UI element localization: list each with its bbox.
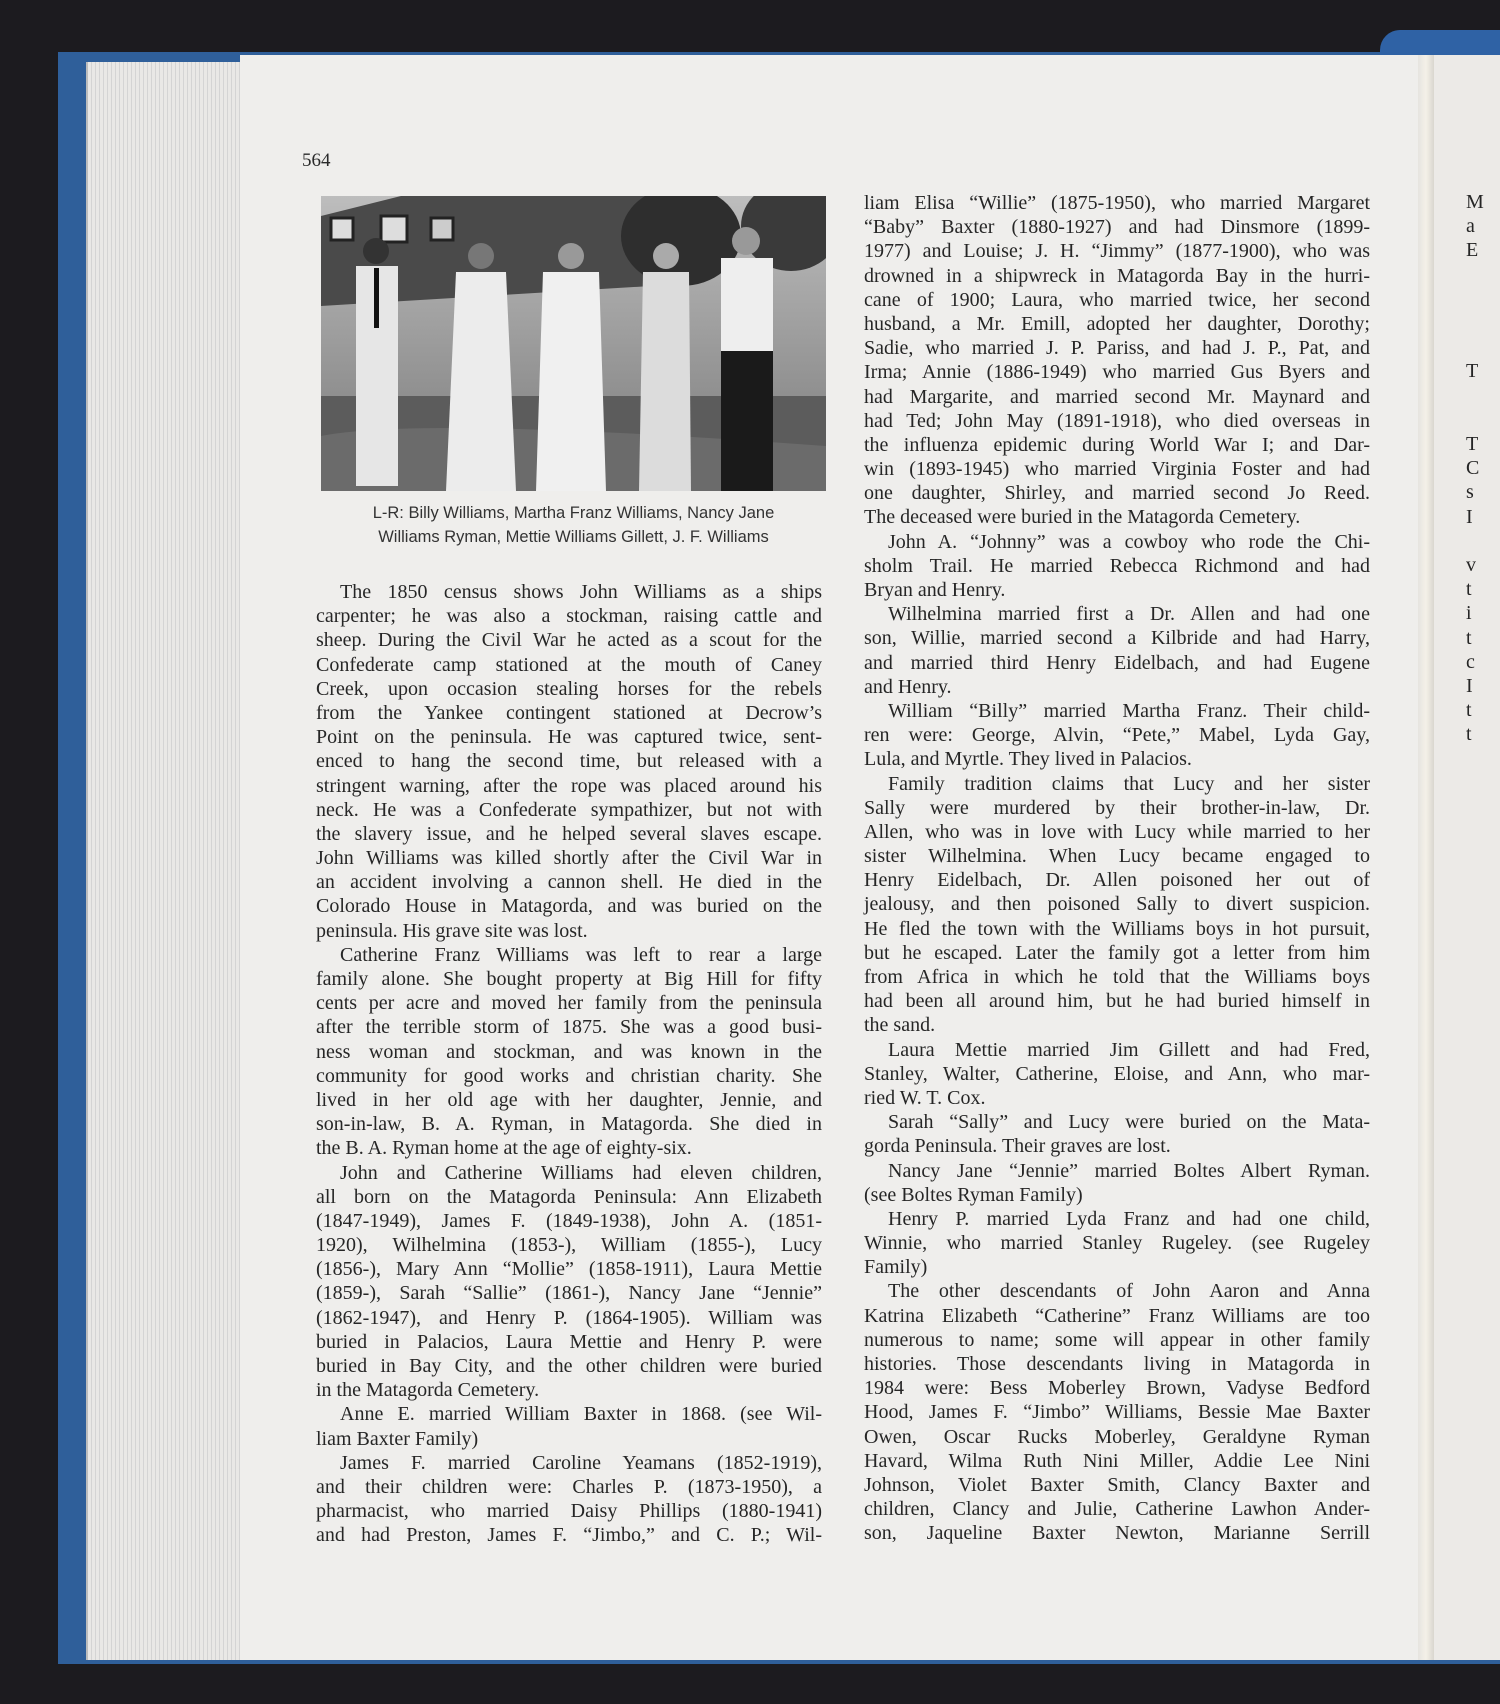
next-page-text-fragment: I (1466, 675, 1473, 697)
text-line: Sadie, who married J. P. Pariss, and had J. P., Pat, and (864, 337, 1370, 360)
text-line: community for good works and christian charity. She (316, 1064, 822, 1087)
text-line: the B. A. Ryman home at the age of eighty-six. (316, 1137, 692, 1160)
text-line: sheep. During the Civil War he acted as a scout for the (316, 629, 822, 652)
text-line: He fled the town with the Williams boys in hot pursuit, (864, 917, 1370, 940)
text-line: sister Wilhelmina. When Lucy became engaged to (864, 845, 1370, 868)
text-line: Henry P. married Lyda Franz and had one child, (888, 1207, 1370, 1230)
text-line: Creek, upon occasion stealing horses for the rebels (316, 677, 822, 700)
text-line: histories. Those descendants living in Matagorda in (864, 1353, 1370, 1375)
text-line: in the Matagorda Cemetery. (316, 1379, 540, 1402)
text-line: Allen, who was in love with Lucy while married to her (864, 820, 1370, 843)
text-line: from the Yankee contingent stationed at Decrow’s (316, 701, 822, 724)
text-line: Wilhelmina married first a Dr. Allen and had one (888, 603, 1370, 626)
paragraph (316, 943, 822, 1161)
text-line: Owen, Oscar Rucks Moberley, Geraldyne Ryman (864, 1425, 1370, 1448)
text-line: Stanley, Walter, Catherine, Eloise, and Ann, who mar- (864, 1062, 1370, 1085)
text-line: enced to hang the second time, but released with a (316, 750, 822, 773)
next-page-text-fragment: T (1466, 433, 1479, 455)
text-line: had Margarite, and married second Mr. Maynard and (864, 385, 1370, 408)
paragraph (864, 772, 1370, 1038)
text-line: jealousy, and then poisoned Sally to divert suspicion. (864, 893, 1370, 916)
text-line: and had Preston, James F. “Jimbo,” and C. P.; Wil- (316, 1524, 822, 1547)
text-line: liam Baxter Family) (316, 1427, 479, 1450)
next-page-text-fragment: v (1466, 554, 1476, 576)
text-line: pharmacist, who married Daisy Phillips (1880-1941) (316, 1500, 822, 1523)
text-line: buried in Palacios, Laura Mettie and Henry P. were (316, 1330, 822, 1353)
text-line: the sand. (864, 1014, 936, 1037)
text-line: Point on the peninsula. He was captured twice, sent- (316, 726, 822, 749)
text-line: cane of 1900; Laura, who married twice, her second (864, 288, 1370, 311)
text-line: family alone. She bought property at Big Hill for fifty (316, 968, 822, 990)
photo-caption (321, 501, 826, 549)
text-line: Lula, and Myrtle. They lived in Palacios. (864, 748, 1192, 771)
text-line: Colorado House in Matagorda, and was buried on the (316, 895, 822, 918)
next-page-text-fragment: M (1466, 191, 1484, 213)
text-line: numerous to name; some will appear in other family (864, 1328, 1370, 1351)
next-page-text-fragment: t (1466, 723, 1472, 746)
book-gutter (1418, 55, 1434, 1660)
text-line: all born on the Matagorda Peninsula: Ann Elizabeth (316, 1185, 822, 1208)
text-line: stringent warning, after the rope was placed around his (316, 774, 822, 797)
text-line: from Africa in which he told that the Williams boys (864, 966, 1370, 988)
text-line: ried W. T. Cox. (864, 1086, 986, 1109)
next-page-text-fragment: t (1466, 578, 1472, 601)
text-line: husband, a Mr. Emill, adopted her daughter, Dorothy; (864, 312, 1370, 335)
text-line: John Williams was killed shortly after the Civil War in (316, 847, 822, 870)
paragraph (864, 602, 1370, 699)
text-line: The 1850 census shows John Williams as a ships (340, 581, 822, 603)
next-page-text-fragment: C (1466, 457, 1480, 480)
next-page-text-fragment: i (1466, 602, 1472, 625)
text-line: and married third Henry Eidelbach, and had Eugene (864, 651, 1370, 674)
text-line: (1856-), Mary Ann “Mollie” (1858-1911), Laura Mettie (316, 1258, 822, 1281)
next-page-text-fragment: c (1466, 650, 1475, 673)
next-page-text-fragment: E (1466, 239, 1479, 262)
text-line: (see Boltes Ryman Family) (864, 1183, 1083, 1206)
text-line: buried in Bay City, and the other children were buried (316, 1355, 822, 1377)
text-line: sholm Trail. He married Rebecca Richmond and had (864, 554, 1370, 577)
text-line: 1977) and Louise; J. H. “Jimmy” (1877-1900), who was (864, 240, 1370, 263)
text-line: Winnie, who married Stanley Rugeley. (see Rugeley (864, 1232, 1370, 1255)
text-line: 1984 were: Bess Moberley Brown, Vadyse Bedford (864, 1377, 1370, 1400)
page-number: 564 (302, 150, 331, 171)
paragraph (864, 1207, 1370, 1280)
text-line: The deceased were buried in the Matagorda Cemetery. (864, 506, 1301, 529)
text-line: Havard, Wilma Ruth Nini Miller, Addie Lee Nini (864, 1449, 1370, 1472)
next-page-text-fragment: a (1466, 215, 1475, 238)
right-page (1434, 55, 1500, 1660)
paragraph (316, 1451, 822, 1548)
text-line: but he escaped. Later the family got a letter from him (864, 941, 1370, 964)
text-line: (1859-), Sarah “Sallie” (1861-), Nancy Jane “Jennie” (316, 1282, 822, 1305)
paragraph (864, 1279, 1370, 1545)
text-line: win (1893-1945) who married Virginia Foster and had (864, 458, 1370, 481)
text-line: Johnson, Violet Baxter Smith, Clancy Baxter and (864, 1473, 1370, 1496)
paragraph (864, 699, 1370, 772)
paragraph (316, 580, 822, 943)
paragraph (864, 530, 1370, 603)
caption-line: L-R: Billy Williams, Martha Franz Williams, Nancy Jane (372, 504, 775, 522)
text-line: John and Catherine Williams had eleven children, (340, 1161, 822, 1184)
text-line: son, Willie, married second a Kilbride and had Harry, (864, 627, 1370, 650)
next-page-text-fragment: t (1466, 699, 1472, 722)
text-line: cents per acre and moved her family from the peninsula (316, 992, 822, 1015)
paragraph (316, 1402, 822, 1450)
text-line: Catherine Franz Williams was left to rear a large (340, 943, 822, 966)
text-line: John A. “Johnny” was a cowboy who rode the Chi- (888, 530, 1370, 553)
text-line: Anne E. married William Baxter in 1868. (see Wil- (340, 1403, 822, 1426)
text-line: Laura Mettie married Jim Gillett and had Fred, (888, 1038, 1370, 1061)
caption-line: Williams Ryman, Mettie Williams Gillett, J. F. Williams (378, 528, 769, 546)
text-line: Family tradition claims that Lucy and her sister (888, 772, 1370, 795)
text-line: 1920), Wilhelmina (1853-), William (1855-), Lucy (316, 1234, 822, 1257)
text-line: Family) (864, 1256, 928, 1279)
text-line: son, Jaqueline Baxter Newton, Marianne Serrill (864, 1522, 1370, 1545)
text-line: drowned in a shipwreck in Matagorda Bay in the hurri- (864, 264, 1370, 287)
next-page-text-fragment: I (1466, 505, 1473, 528)
text-line: the slavery issue, and he helped several slaves escape. (316, 822, 822, 845)
text-line: gorda Peninsula. Their graves are lost. (864, 1135, 1171, 1158)
text-line: peninsula. His grave site was lost. (316, 919, 588, 942)
next-page-text-fragment: s (1466, 481, 1474, 504)
text-line: (1862-1947), and Henry P. (1864-1905). William was (316, 1306, 822, 1329)
next-page-text-fragment: T (1466, 360, 1479, 383)
text-line: neck. He was a Confederate sympathizer, but not with (316, 798, 822, 821)
text-line: son-in-law, B. A. Ryman, in Matagorda. She died in (316, 1113, 822, 1136)
text-line: “Baby” Baxter (1880-1927) and had Dinsmore (1899- (864, 216, 1370, 239)
text-line: Confederate camp stationed at the mouth of Caney (316, 653, 822, 676)
paragraph (864, 1159, 1370, 1207)
text-line: had been all around him, but he had buried himself in (864, 990, 1370, 1013)
text-line: and their children were: Charles P. (1873-1950), a (316, 1475, 822, 1498)
text-line: James F. married Caroline Yeamans (1852-1919), (340, 1451, 822, 1474)
text-line: Irma; Annie (1886-1949) who married Gus Byers and (864, 361, 1370, 384)
text-line: Katrina Elizabeth “Catherine” Franz Williams are too (864, 1304, 1370, 1327)
next-page-text-fragment: t (1466, 626, 1472, 649)
text-line: Henry Eidelbach, Dr. Allen poisoned her out of (864, 869, 1370, 892)
paragraph (864, 1110, 1370, 1158)
text-line: ren were: George, Alvin, “Pete,” Mabel, Lyda Gay, (864, 724, 1370, 747)
text-line: an accident involving a cannon shell. He died in the (316, 871, 822, 894)
text-line: the influenza epidemic during World War I; and Dar- (864, 433, 1370, 456)
right-column-text (864, 191, 1370, 1546)
text-line: (1847-1949), James F. (1849-1938), John A. (1851- (316, 1209, 822, 1232)
text-line: The other descendants of John Aaron and Anna (888, 1280, 1370, 1303)
page-edges (86, 62, 244, 1660)
family-photo (321, 196, 826, 491)
text-line: Sally were murdered by their brother-in-law, Dr. (864, 796, 1370, 819)
text-line: one daughter, Shirley, and married second Jo Reed. (864, 482, 1370, 505)
text-line: children, Clancy and Julie, Catherine Lawhon Ander- (864, 1498, 1370, 1521)
paragraph (316, 1161, 822, 1403)
text-line: ness woman and stockman, and was known in the (316, 1040, 822, 1063)
text-line: had Ted; John May (1891-1918), who died overseas in (864, 409, 1370, 432)
text-line: lived in her old age with her daughter, Jennie, and (316, 1088, 822, 1111)
text-line: Bryan and Henry. (864, 579, 1006, 601)
text-line: William “Billy” married Martha Franz. Their child- (888, 699, 1370, 722)
text-line: after the terrible storm of 1875. She was a good busi- (316, 1016, 822, 1039)
text-line: and Henry. (864, 675, 952, 698)
paragraph (864, 191, 1370, 530)
text-line: Nancy Jane “Jennie” married Boltes Albert Ryman. (888, 1159, 1370, 1182)
text-line: carpenter; he was also a stockman, raising cattle and (316, 605, 822, 628)
left-column-text (316, 580, 822, 1548)
text-line: Sarah “Sally” and Lucy were buried on the Mata- (888, 1111, 1370, 1134)
text-line: liam Elisa “Willie” (1875-1950), who married Margaret (864, 192, 1370, 214)
paragraph (864, 1038, 1370, 1111)
text-line: Hood, James F. “Jimbo” Williams, Bessie Mae Baxter (864, 1401, 1370, 1424)
